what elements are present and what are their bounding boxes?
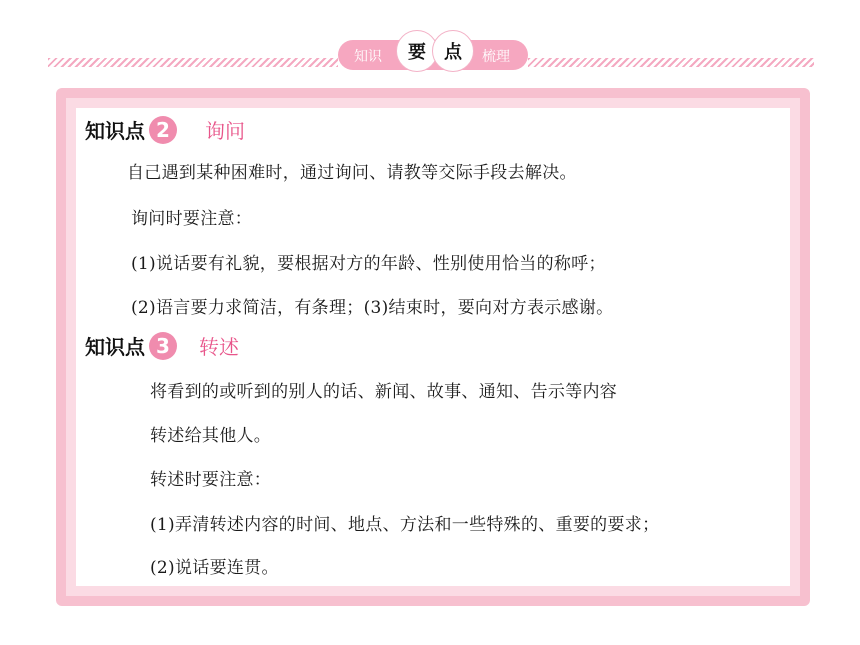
section-3-heading	[85, 331, 239, 360]
banner-bubble-2: 点	[432, 30, 474, 72]
section-2-number-badge: 2	[149, 116, 177, 144]
section-3-number-badge: 3	[149, 332, 177, 360]
banner-right-text: 梳理	[482, 49, 510, 65]
section-3-label: 知识点	[85, 335, 145, 359]
section-2-label: 知识点	[85, 119, 145, 143]
header-stripe-left	[48, 58, 338, 67]
section-2-line: (2)语言要力求简洁，有条理；(3)结束时，要向对方表示感谢。	[131, 298, 614, 318]
section-3-line: 将看到的或听到的别人的话、新闻、故事、通知、告示等内容	[150, 382, 618, 402]
section-3-title: 转述	[199, 335, 239, 359]
section-2-line: 自己遇到某种困难时，通过询问、请教等交际手段去解决。	[127, 163, 577, 183]
header-banner	[338, 40, 528, 70]
section-3-line: 转述给其他人。	[150, 426, 272, 446]
section-3-line: (1)弄清转述内容的时间、地点、方法和一些特殊的、重要的要求；	[150, 515, 660, 535]
banner-left-text: 知识	[354, 49, 382, 65]
section-3-line: 转述时要注意：	[150, 470, 272, 490]
header-stripe-right	[528, 58, 814, 67]
section-2-line: (1)说话要有礼貌，要根据对方的年龄、性别使用恰当的称呼；	[131, 254, 606, 274]
section-3-line: (2)说话要连贯。	[150, 558, 279, 578]
banner-bubble-1: 要	[396, 30, 438, 72]
section-2-line: 询问时要注意：	[131, 209, 253, 229]
section-2-title: 询问	[205, 119, 245, 143]
section-2-heading	[85, 115, 245, 144]
